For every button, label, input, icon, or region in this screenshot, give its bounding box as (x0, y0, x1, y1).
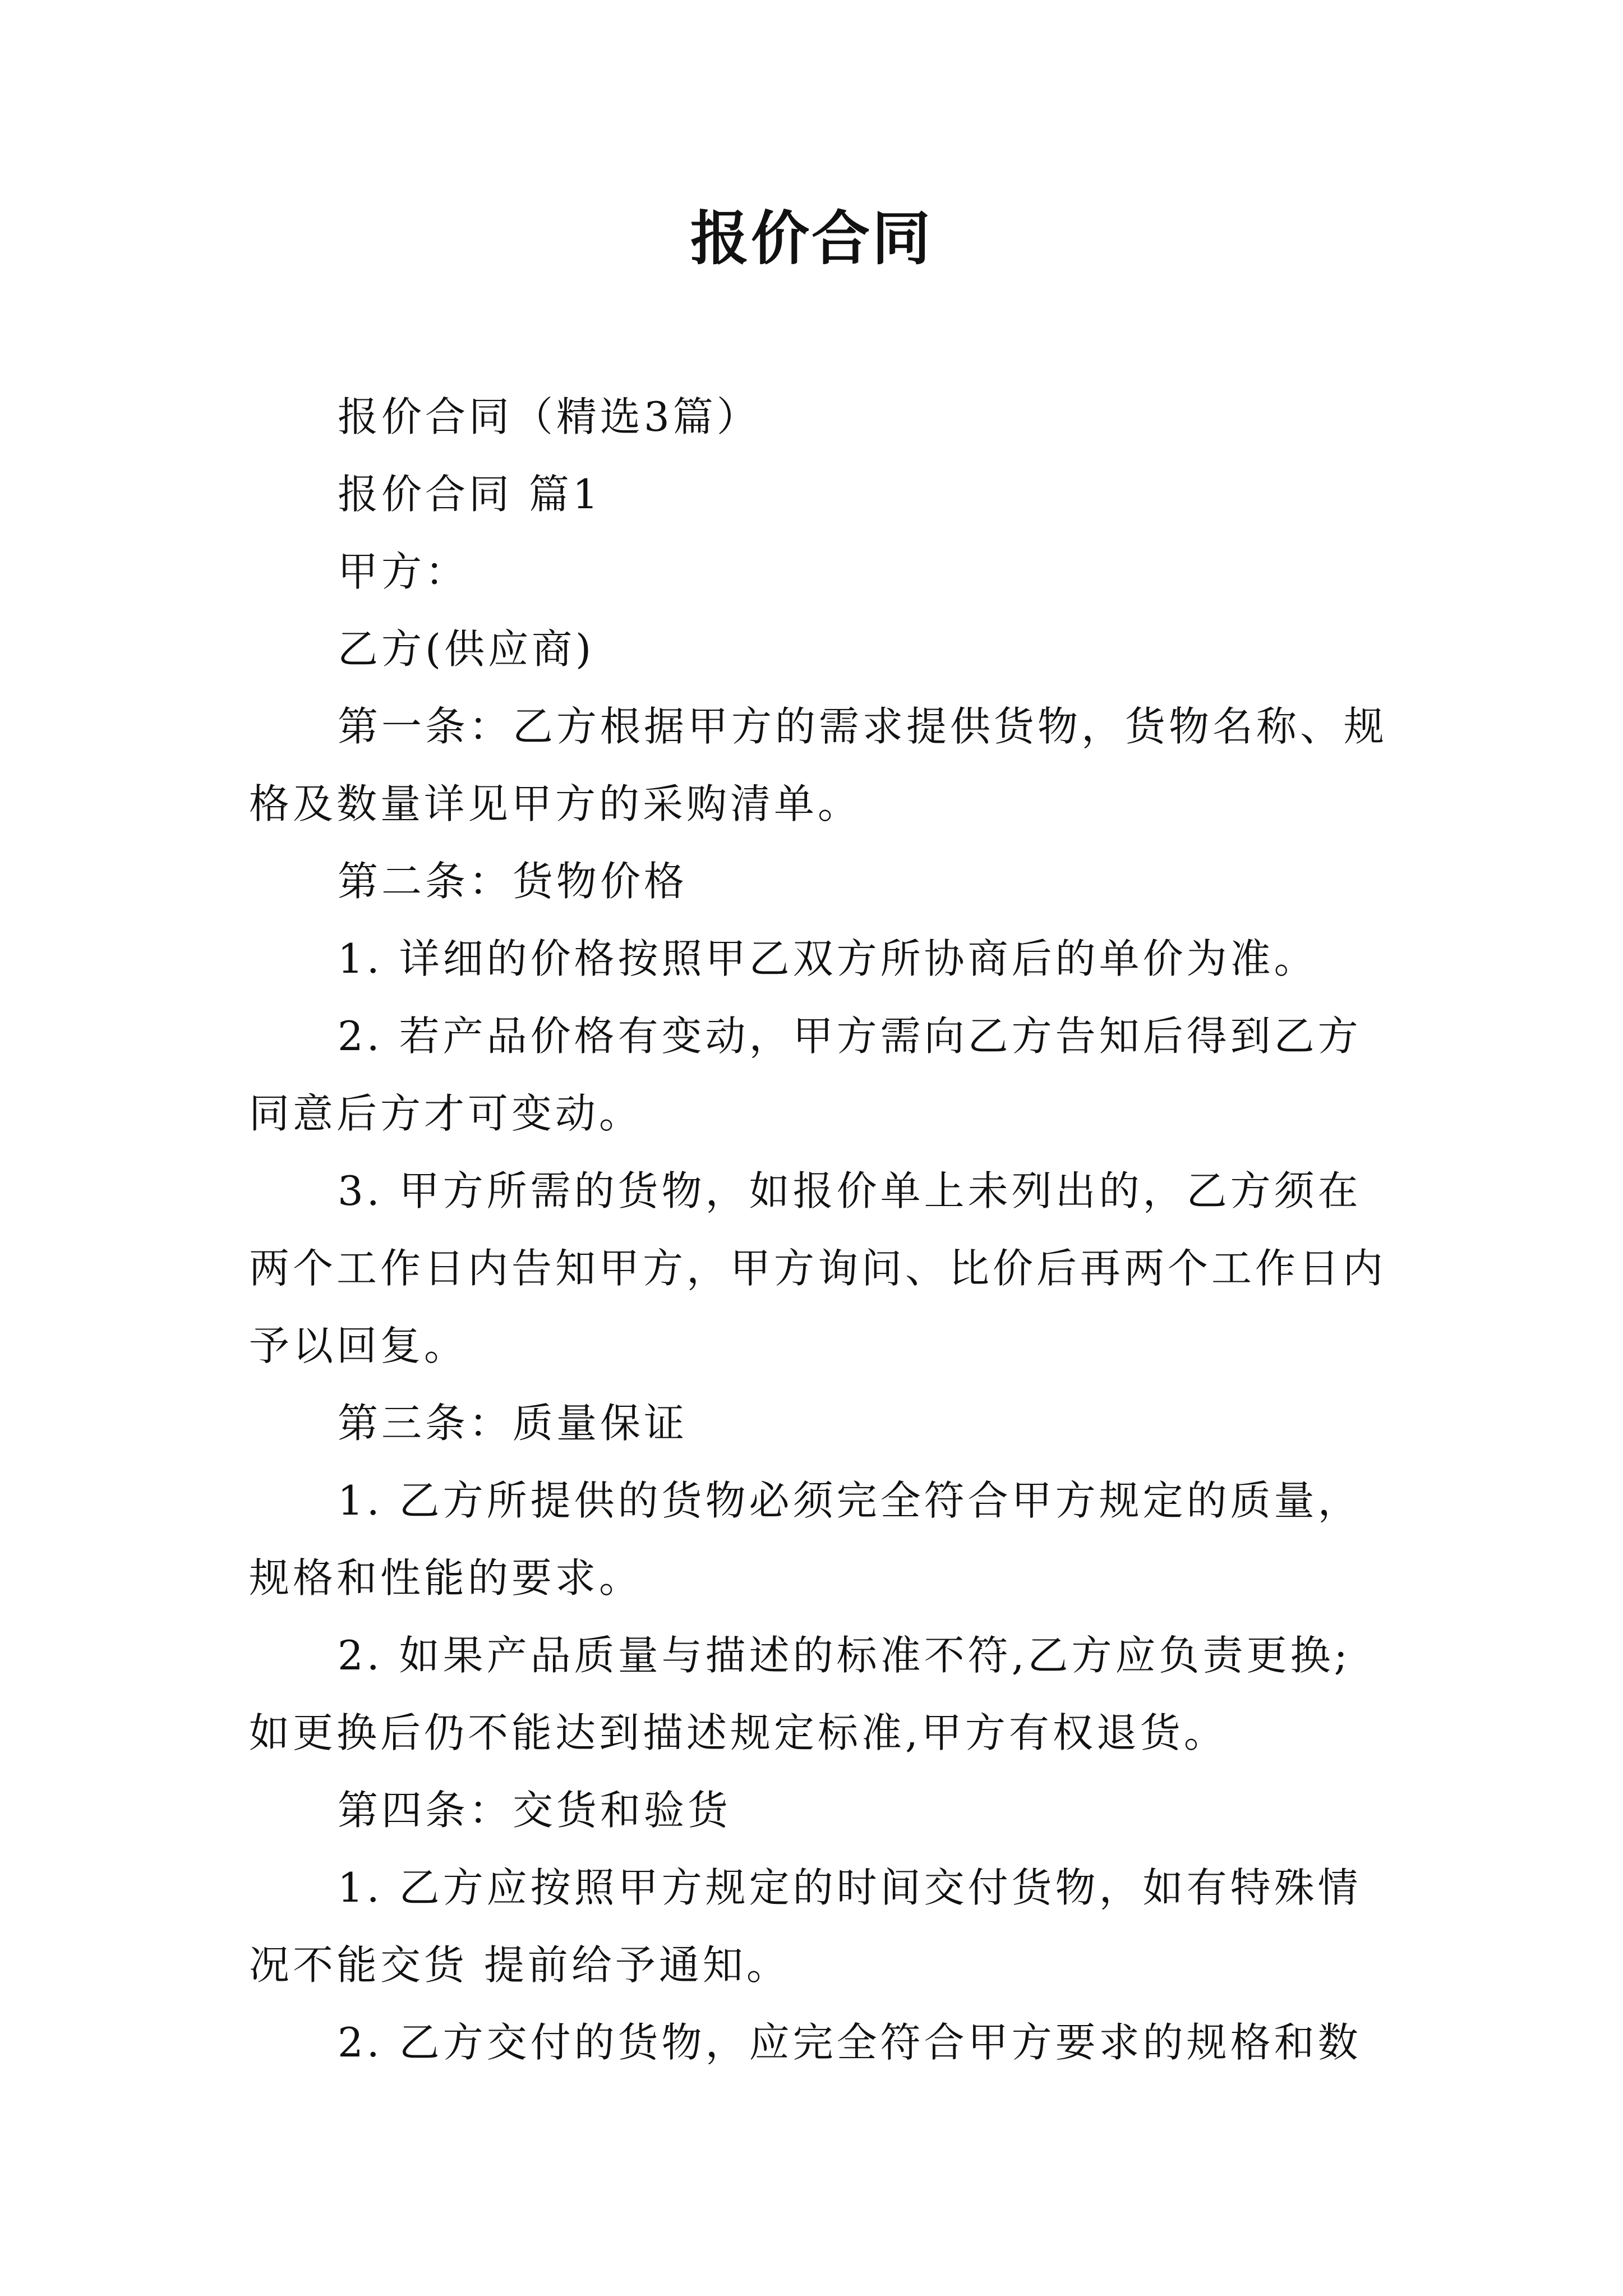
paragraph-line: 规格和性能的要求。 (249, 1554, 643, 1602)
paragraph-line: 予以回复。 (249, 1322, 468, 1369)
paragraph-line: 如更换后仍不能达到描述规定标准,甲方有权退货。 (249, 1709, 1228, 1756)
paragraph-line: 1. 乙方所提供的货物必须完全符合甲方规定的质量， (338, 1477, 1362, 1524)
paragraph-line: 第四条：交货和验货 (338, 1787, 732, 1834)
paragraph-line: 第二条：货物价格 (338, 858, 688, 905)
paragraph-line: 同意后方才可变动。 (249, 1090, 643, 1137)
paragraph-line: 2. 乙方交付的货物，应完全符合甲方要求的规格和数 (338, 2019, 1362, 2066)
paragraph-line: 第一条：乙方根据甲方的需求提供货物，货物名称、规 (338, 703, 1388, 750)
paragraph-line: 第三条：质量保证 (338, 1400, 688, 1447)
paragraph-line: 甲方： (338, 548, 469, 595)
paragraph-line: 报价合同 篇1 (338, 471, 602, 518)
paragraph-line: 3. 甲方所需的货物，如报价单上未列出的，乙方须在 (338, 1167, 1362, 1214)
paragraph-line: 况不能交货 提前给予通知。 (249, 1941, 790, 1989)
paragraph-line: 1. 乙方应按照甲方规定的时间交付货物，如有特殊情 (338, 1864, 1362, 1911)
paragraph-line: 格及数量详见甲方的采购清单。 (249, 780, 862, 827)
paragraph-line: 乙方(供应商) (338, 625, 595, 673)
paragraph-line: 两个工作日内告知甲方，甲方询问、比价后再两个工作日内 (249, 1245, 1387, 1292)
paragraph-line: 1. 详细的价格按照甲乙双方所协商后的单价为准。 (338, 935, 1318, 982)
document-body (249, 378, 1399, 2081)
document-title: 报价合同 (690, 204, 933, 273)
paragraph-line: 2. 若产品价格有变动，甲方需向乙方告知后得到乙方 (338, 1013, 1362, 1060)
paragraph-line: 2. 如果产品质量与描述的标准不符,乙方应负责更换; (338, 1632, 1351, 1679)
paragraph-line: 报价合同（精选3篇） (338, 393, 760, 440)
